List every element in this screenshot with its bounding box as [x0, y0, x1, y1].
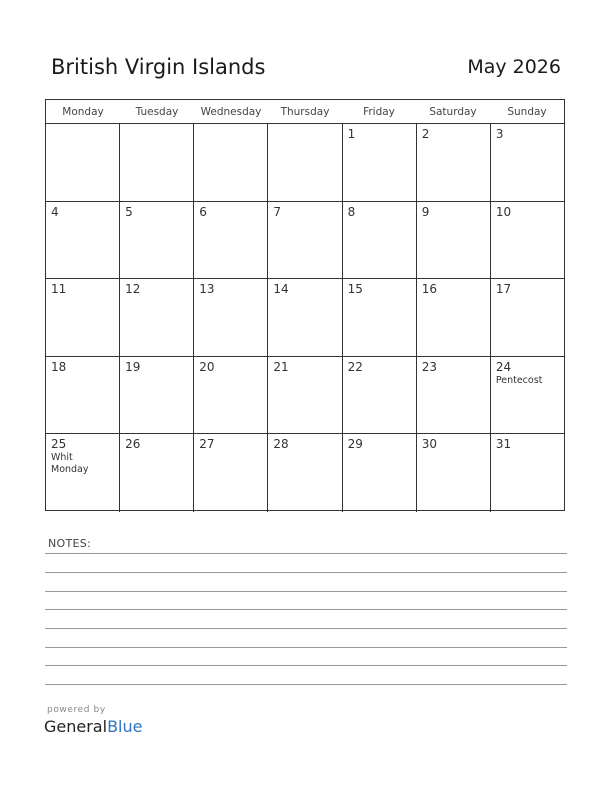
day-cell: [491, 279, 564, 356]
day-number: 5: [125, 204, 133, 219]
day-number: 13: [199, 282, 215, 297]
day-cell: [343, 279, 417, 356]
day-number: 1: [347, 127, 356, 141]
day-number: 8: [347, 204, 356, 219]
day-cell: [268, 434, 342, 512]
week-row: [46, 279, 564, 357]
day-number: 10: [495, 204, 512, 219]
calendar-grid: [45, 99, 565, 511]
notes-line: [45, 684, 567, 685]
day-cell: [194, 202, 268, 279]
day-cell: [417, 124, 491, 201]
day-number: 14: [273, 282, 289, 297]
brand-logo: [44, 717, 142, 736]
day-number: 9: [421, 204, 430, 219]
weekday-sunday: Sunday: [507, 106, 547, 118]
day-number: 24: [495, 359, 512, 374]
brand-general: General: [44, 717, 108, 736]
weekday-header-row: [46, 100, 564, 124]
day-number: 15: [347, 282, 363, 297]
day-number: 31: [495, 437, 512, 452]
day-cell: [194, 124, 268, 201]
holiday-label: Whit Monday: [51, 452, 89, 476]
day-cell: [343, 124, 417, 201]
day-cell: [194, 279, 268, 356]
notes-label: NOTES:: [48, 537, 92, 550]
day-number: 16: [421, 282, 437, 297]
day-number: 26: [125, 437, 141, 452]
day-cell: [120, 434, 194, 512]
day-cell: [46, 434, 120, 512]
day-number: 22: [347, 359, 363, 374]
day-cell: [268, 202, 342, 279]
day-cell: [194, 434, 268, 512]
day-cell: [46, 279, 120, 356]
day-cell: [268, 357, 342, 434]
week-row: [46, 124, 564, 202]
day-cell: [120, 124, 194, 201]
day-cell: [343, 434, 417, 512]
notes-line: [45, 665, 567, 666]
day-cell: [46, 202, 120, 279]
day-number: 20: [199, 359, 215, 374]
calendar-title: British Virgin Islands: [51, 55, 266, 79]
weekday-wednesday: Wednesday: [200, 106, 262, 118]
weekday-thursday: Thursday: [280, 106, 330, 118]
day-cell: [491, 202, 564, 279]
day-number: 11: [51, 282, 67, 297]
day-number: 12: [125, 282, 141, 297]
week-row: [46, 434, 564, 512]
day-cell: [491, 357, 564, 434]
day-cell: [417, 279, 491, 356]
notes-line: [45, 647, 567, 648]
weekday-friday: Friday: [363, 106, 395, 118]
day-cell: [120, 202, 194, 279]
day-number: 25: [51, 437, 67, 452]
day-number: 21: [273, 359, 289, 374]
notes-line: [45, 591, 567, 592]
day-number: 28: [273, 437, 289, 452]
day-number: 27: [199, 437, 215, 452]
day-number: 29: [347, 437, 363, 452]
weekday-monday: Monday: [62, 106, 104, 118]
brand-blue: Blue: [107, 717, 143, 736]
weekday-saturday: Saturday: [429, 106, 477, 118]
day-number: 3: [495, 127, 504, 141]
day-cell: [268, 279, 342, 356]
powered-by-text: powered by: [47, 705, 106, 715]
day-number: 2: [421, 127, 430, 141]
holiday-label: Pentecost: [495, 374, 543, 386]
day-number: 30: [421, 437, 437, 452]
day-cell: [491, 124, 564, 201]
day-number: 6: [199, 204, 207, 219]
day-cell: [46, 357, 120, 434]
weekday-tuesday: Tuesday: [135, 106, 179, 118]
day-number: 7: [273, 204, 282, 219]
day-cell: [46, 124, 120, 201]
day-cell: [417, 434, 491, 512]
day-cell: [343, 202, 417, 279]
day-number: 23: [421, 359, 437, 374]
week-row: [46, 202, 564, 280]
day-cell: [268, 124, 342, 201]
day-cell: [343, 357, 417, 434]
notes-line: [45, 572, 567, 573]
notes-line: [45, 553, 567, 554]
day-number: 4: [51, 204, 59, 219]
day-number: 18: [51, 359, 67, 374]
day-cell: [417, 357, 491, 434]
week-row: [46, 357, 564, 435]
day-cell: [417, 202, 491, 279]
day-cell: [120, 357, 194, 434]
day-number: 19: [125, 359, 141, 374]
notes-line: [45, 628, 567, 629]
calendar-month: May 2026: [467, 56, 561, 78]
day-cell: [120, 279, 194, 356]
day-cell: [194, 357, 268, 434]
day-number: 17: [495, 282, 512, 297]
notes-line: [45, 609, 567, 610]
day-cell: [491, 434, 564, 512]
